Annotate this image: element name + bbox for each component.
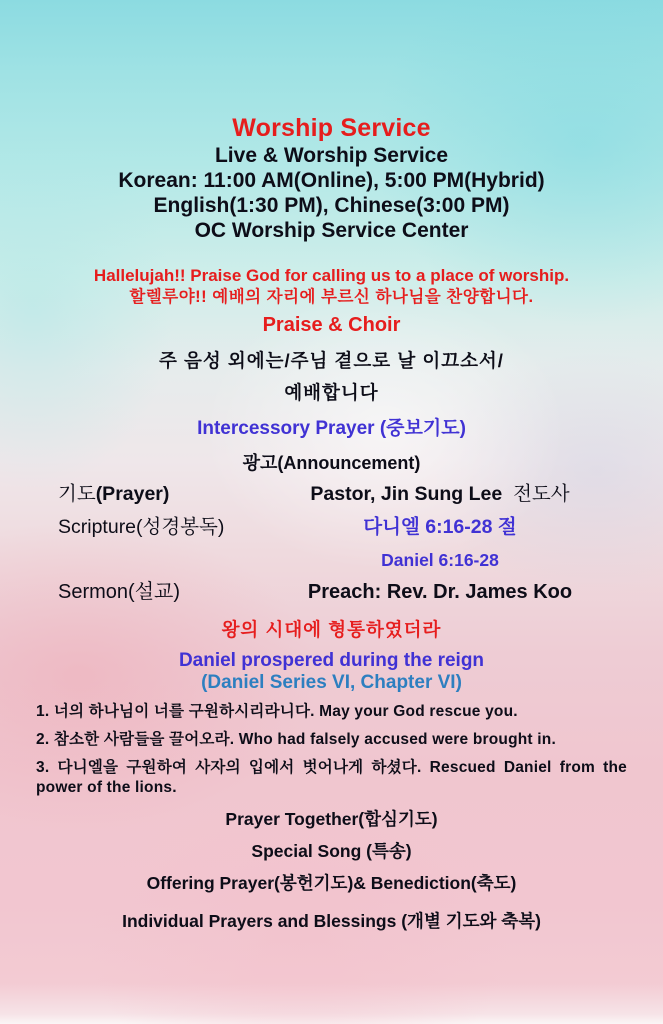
hallelujah-korean: 할렐루야!! 예배의 자리에 부르신 하나님을 찬양합니다. <box>129 288 534 306</box>
scripture-passage-korean: 다니엘 6:16-28 절 <box>363 516 517 538</box>
sermon-title-korean: 왕의 시대에 형통하였더라 <box>221 619 442 640</box>
sermon-point-3: 3. 다니엘을 구원하여 사자의 입에서 벗어나게 하셨다. Rescued Daniel from the power of the lions. <box>36 759 627 796</box>
sermon-point-2: 2. 참소한 사람들을 끌어오라. Who had falsely accused were brought in. <box>36 731 556 748</box>
individual-prayers-line: Individual Prayers and Blessings (개별 기도와 축복) <box>122 911 541 931</box>
sermon-point-1: 1. 너의 하나님이 너를 구원하시리라니다. May your God rescue you. <box>36 703 518 720</box>
praise-choir-heading: Praise & Choir <box>262 314 401 336</box>
sermon-title-english: Daniel prospered during the reign <box>178 650 485 671</box>
sermon-preacher: Preach: Rev. Dr. James Koo <box>307 581 573 603</box>
page-title: Worship Service <box>232 114 431 142</box>
prayer-label <box>58 481 253 507</box>
prayer-label-english: (Prayer) <box>95 483 170 505</box>
closing-order <box>0 809 663 932</box>
intercessory-prayer-heading: Intercessory Prayer (중보기도) <box>197 418 466 439</box>
prayer-person-name: Pastor, Jin Sung Lee <box>310 483 503 505</box>
scripture-row <box>0 514 663 540</box>
announcement-heading: 광고(Announcement) <box>242 453 421 473</box>
offering-benediction-line: Offering Prayer(봉헌기도)& Benediction(축도) <box>146 873 517 893</box>
hymn-line-1: 주 음성 외에는/주님 곁으로 날 이끄소서/ <box>159 350 504 371</box>
service-info-line-2: Korean: 11:00 AM(Online), 5:00 PM(Hybrid) <box>118 169 545 192</box>
service-info-line-4: OC Worship Service Center <box>194 219 469 242</box>
hymn-titles <box>0 350 663 404</box>
hallelujah-english: Hallelujah!! Praise God for calling us to a place of worship. <box>93 266 570 285</box>
prayer-person <box>253 481 627 507</box>
prayer-label-korean: 기도 <box>58 483 96 505</box>
scripture-reference-row <box>0 549 663 571</box>
service-header <box>0 0 663 243</box>
sermon-label: Sermon(설교) <box>58 581 180 603</box>
service-info-line-1: Live & Worship Service <box>214 144 449 167</box>
prayer-together-line: Prayer Together(합심기도) <box>225 809 438 829</box>
service-info-line-3: English(1:30 PM), Chinese(3:00 PM) <box>153 194 510 217</box>
sermon-row <box>0 579 663 605</box>
scripture-label: Scripture(성경봉독) <box>58 516 225 538</box>
scripture-passage-english: Daniel 6:16-28 <box>381 550 499 570</box>
sermon-points <box>0 702 663 798</box>
special-song-line: Special Song (특송) <box>251 841 412 861</box>
call-to-worship <box>0 265 663 337</box>
prayer-person-title: 전도사 <box>513 483 570 505</box>
prayer-row <box>0 481 663 507</box>
hymn-line-2: 예배합니다 <box>284 382 379 403</box>
sermon-series: (Daniel Series VI, Chapter VI) <box>201 672 462 693</box>
